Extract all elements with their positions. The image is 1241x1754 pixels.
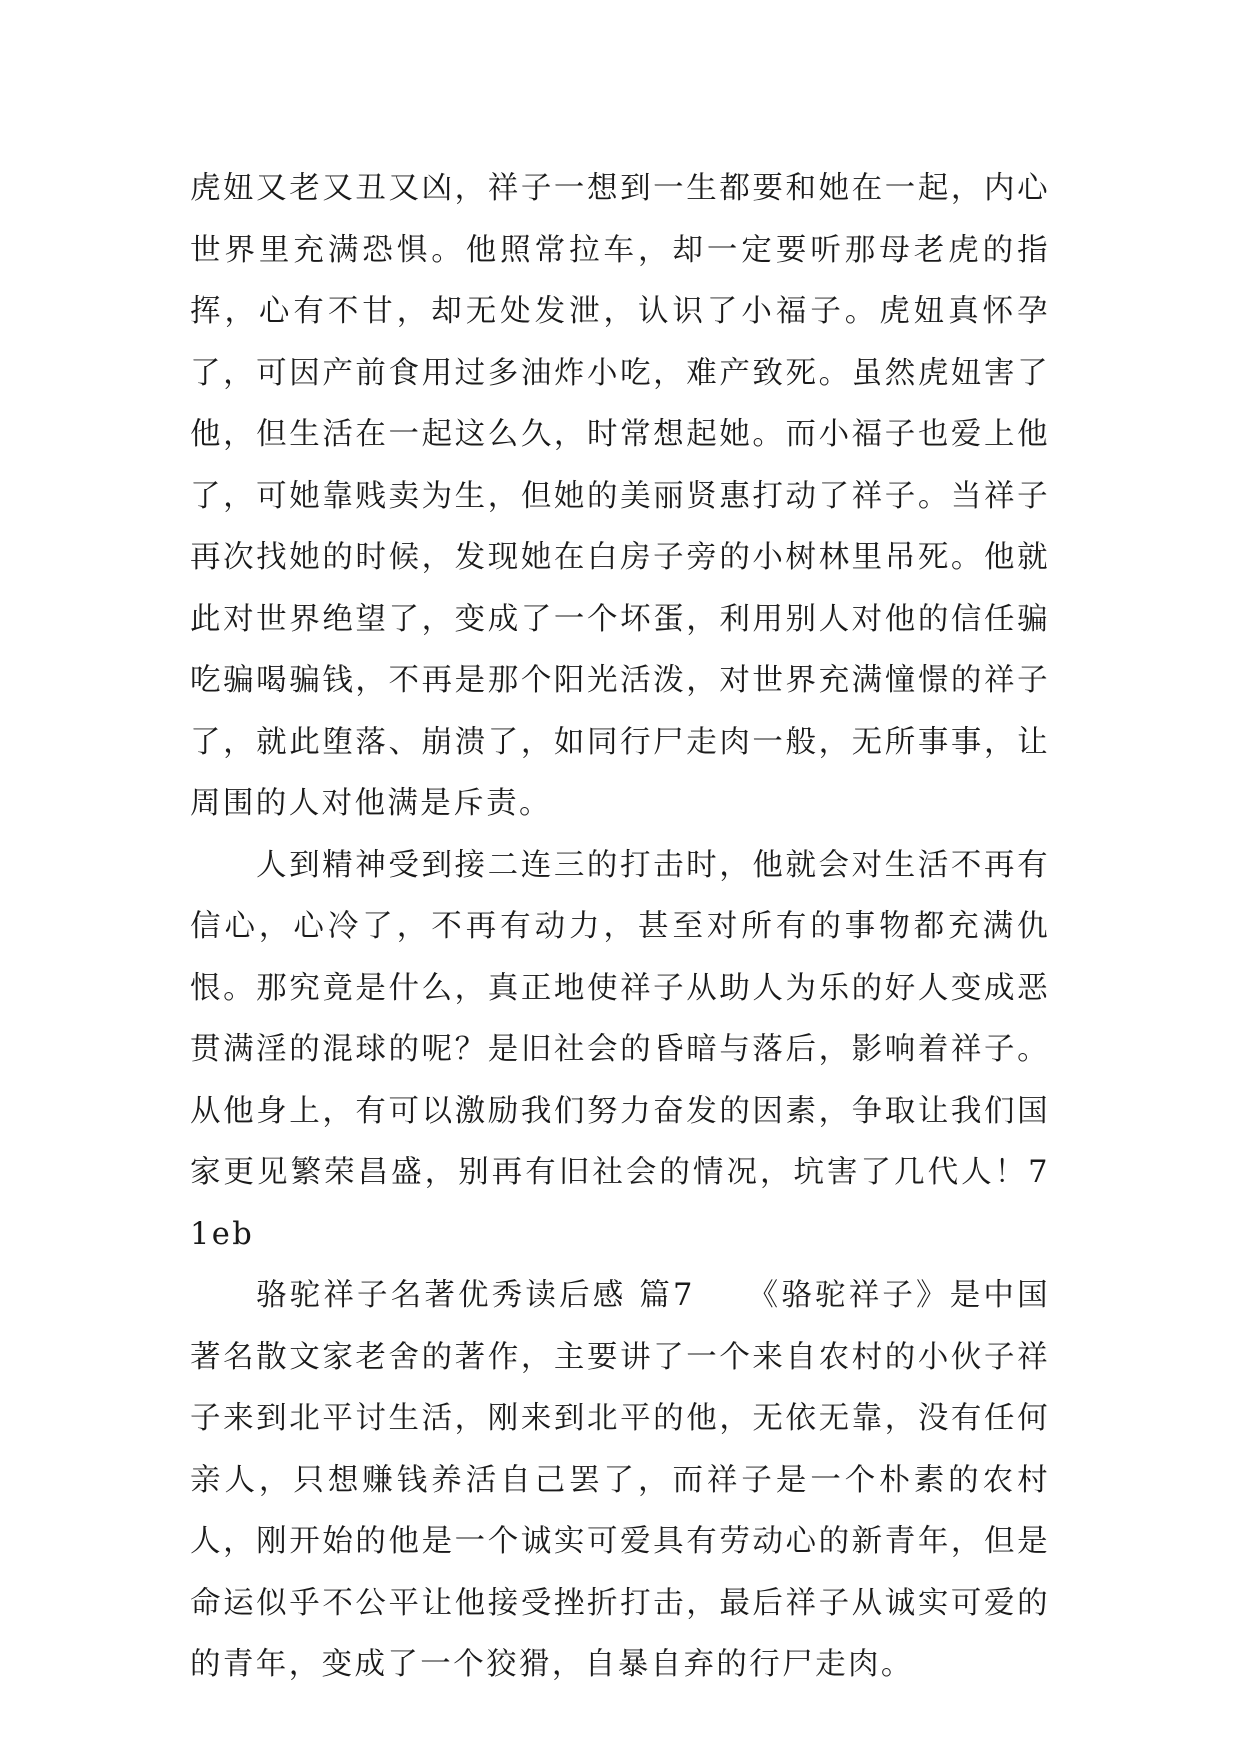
paragraph-1: 虎妞又老又丑又凶，祥子一想到一生都要和她在一起，内心世界里充满恐惧。他照常拉车，却一定要听那母老虎的指挥，心有不甘，却无处发泄，认识了小福子。虎妞真怀孕了，可因产前食用过多油炸小吃，难产致死。虽然虎妞害了他，但生活在一起这么久，时常想起她。而小福子也爱上他了，可她靠贱卖为生，但她的美丽贤惠打动了祥子。当祥子再次找她的时候，发现她在白房子旁的小树林里吊死。他就此对世界绝望了，变成了一个坏蛋，利用别人对他的信任骗吃骗喝骗钱，不再是那个阳光活泼，对世界充满憧憬的祥子了，就此堕落、崩溃了，如同行尸走肉一般，无所事事，让周围的人对他满是斥责。 bbox=[190, 171, 1050, 821]
paragraph-3: 骆驼祥子名著优秀读后感 篇7 《骆驼祥子》是中国著名散文家老舍的著作，主要讲了一个来自农村的小伙子祥子来到北平讨生活，刚来到北平的他，无依无靠，没有任何亲人，只想赚钱养活自己罢了，而祥子是一个朴素的农村人，刚开始的他是一个诚实可爱具有劳动心的新青年，但是命运似乎不公平让他接受挫折打击，最后祥子从诚实可爱的的青年，变成了一个狡猾，自暴自弃的行尸走肉。 bbox=[190, 1278, 1050, 1682]
paragraph-2: 人到精神受到接二连三的打击时，他就会对生活不再有信心，心冷了，不再有动力，甚至对所有的事物都充满仇恨。那究竟是什么，真正地使祥子从助人为乐的好人变成恶贯满淫的混球的呢？是旧社会的昏暗与落后，影响着祥子。从他身上，有可以激励我们努力奋发的因素，争取让我们国家更见繁荣昌盛，别再有旧社会的情况，坑害了几代人！71eb bbox=[190, 847, 1050, 1252]
document-body bbox=[190, 158, 1050, 1696]
